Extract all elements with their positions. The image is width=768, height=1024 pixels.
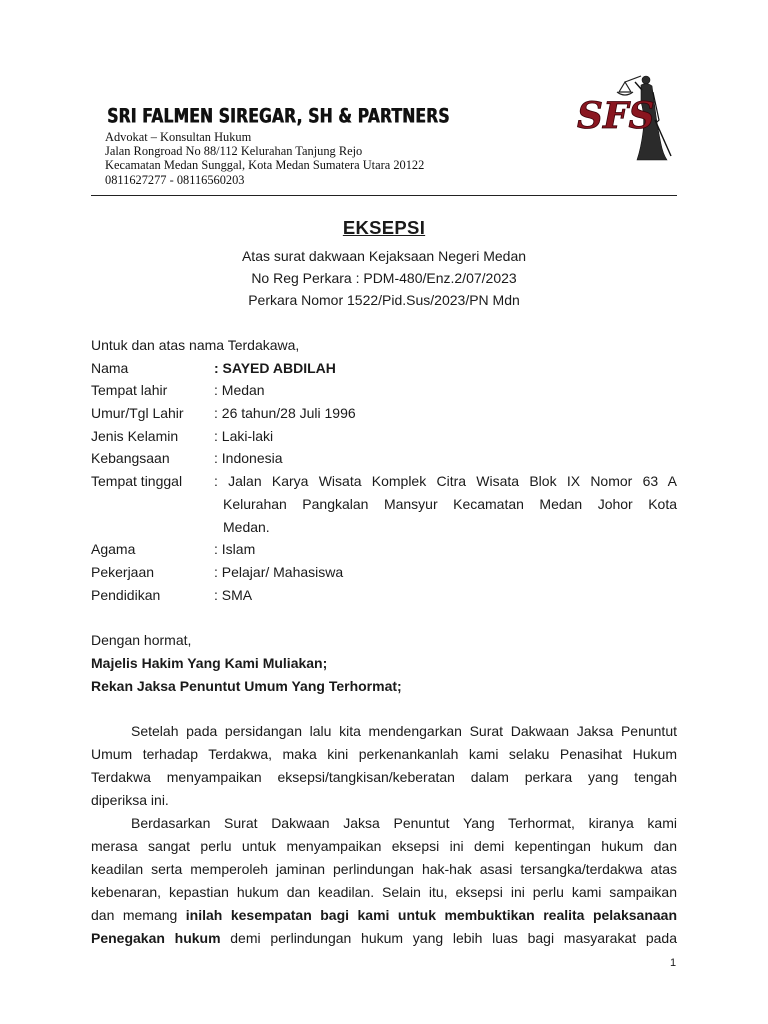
text-run: demi perlindungan hukum yang lebih luas bagi masyarakat pada xyxy=(220,930,678,946)
paragraph-line: keadilan serta memperoleh jaminan perlindungan hak-hak asasi tersangka/terdakwa atas xyxy=(91,861,677,877)
logo-text: SFS xyxy=(577,95,655,137)
address-continuation: Kelurahan Pangkalan Mansyur Kecamatan Medan Johor Kota xyxy=(223,496,677,512)
paragraph-line: Terdakwa menyampaikan eksepsi/tangkisan/keberatan dalam perkara yang tengah xyxy=(91,769,677,785)
field-value-agama: : Islam xyxy=(214,541,256,557)
page-number: 1 xyxy=(670,957,677,969)
sfs-justice-logo xyxy=(575,70,675,170)
address-line: Advokat – Konsultan Hukum xyxy=(105,130,252,144)
field-value-pendidikan: : SMA xyxy=(214,587,253,603)
paragraph-line xyxy=(91,907,677,923)
field-label-umur: Umur/Tgl Lahir xyxy=(91,405,184,421)
field-value-kebangsaan: : Indonesia xyxy=(214,450,283,466)
bold-text-run: Penegakan hukum xyxy=(91,930,221,946)
paragraph-line: Berdasarkan Surat Dakwaan Jaksa Penuntut Yang Terhormat, kiranya kami xyxy=(131,815,677,831)
paragraph-line: kebenaran, kepastian hukum dan keadilan. Selain itu, eksepsi ini perlu kami sampaikan xyxy=(91,884,677,900)
text-run: dan memang xyxy=(91,907,186,923)
field-label-pekerjaan: Pekerjaan xyxy=(91,564,155,580)
address-line: Jalan Rongroad No 88/112 Kelurahan Tanjung Rejo xyxy=(105,144,363,159)
subtitle-line: Perkara Nomor 1522/Pid.Sus/2023/PN Mdn xyxy=(248,292,520,308)
paragraph-line: diperiksa ini. xyxy=(91,792,169,808)
address-continuation: Medan. xyxy=(223,519,270,535)
letterhead-divider xyxy=(91,195,677,196)
salutation-prosecutor: Rekan Jaksa Penuntut Umum Yang Terhormat; xyxy=(91,678,402,694)
field-label-agama: Agama xyxy=(91,541,136,557)
document-title: EKSEPSI xyxy=(342,217,426,238)
paragraph-line: Umum terhadap Terdakwa, maka kini perkenankanlah kami selaku Penasihat Hukum xyxy=(91,746,677,762)
letterhead xyxy=(91,95,677,196)
intro-text: Untuk dan atas nama Terdakawa, xyxy=(91,337,300,353)
subtitle-line: Atas surat dakwaan Kejaksaan Negeri Medan xyxy=(241,248,527,264)
subtitle-line: No Reg Perkara : PDM-480/Enz.2/07/2023 xyxy=(251,270,517,286)
field-value-jenis-kelamin: : Laki-laki xyxy=(214,428,274,444)
field-label-pendidikan: Pendidikan xyxy=(91,587,161,603)
address-line: Kecamatan Medan Sunggal, Kota Medan Sumatera Utara 20122 xyxy=(105,158,425,173)
field-value-umur: : 26 tahun/28 Juli 1996 xyxy=(214,405,356,421)
field-label-tempat-tinggal: Tempat tinggal xyxy=(91,473,183,489)
paragraph-line xyxy=(91,930,677,946)
field-value-tempat-lahir: : Medan xyxy=(214,382,265,398)
address-line: 0811627277 - 08116560203 xyxy=(105,172,245,187)
firm-address xyxy=(105,130,424,187)
paragraph-line: merasa sangat perlu untuk menyampaikan eksepsi ini demi kepentingan hukum dan xyxy=(91,838,677,854)
field-value-tempat-tinggal: : Jalan Karya Wisata Komplek Citra Wisata Blok IX Nomor 63 A xyxy=(214,473,677,489)
paragraph-line: Setelah pada persidangan lalu kita mendengarkan Surat Dakwaan Jaksa Penuntut xyxy=(131,723,677,739)
field-label-jenis-kelamin: Jenis Kelamin xyxy=(91,428,179,444)
salutation-judges: Majelis Hakim Yang Kami Muliakan; xyxy=(91,655,328,671)
field-value-nama: : SAYED ABDILAH xyxy=(214,360,336,376)
field-label-kebangsaan: Kebangsaan xyxy=(91,450,170,466)
field-label-nama: Nama xyxy=(91,360,129,376)
greeting: Dengan hormat, xyxy=(91,632,192,648)
firm-name: SRI FALMEN SIREGAR, SH & PARTNERS xyxy=(107,105,450,128)
bold-text-run: inilah kesempatan bagi kami untuk membuktikan realita pelaksanaan xyxy=(185,907,677,923)
field-label-tempat-lahir: Tempat lahir xyxy=(91,382,168,398)
field-value-pekerjaan: : Pelajar/ Mahasiswa xyxy=(214,564,344,580)
